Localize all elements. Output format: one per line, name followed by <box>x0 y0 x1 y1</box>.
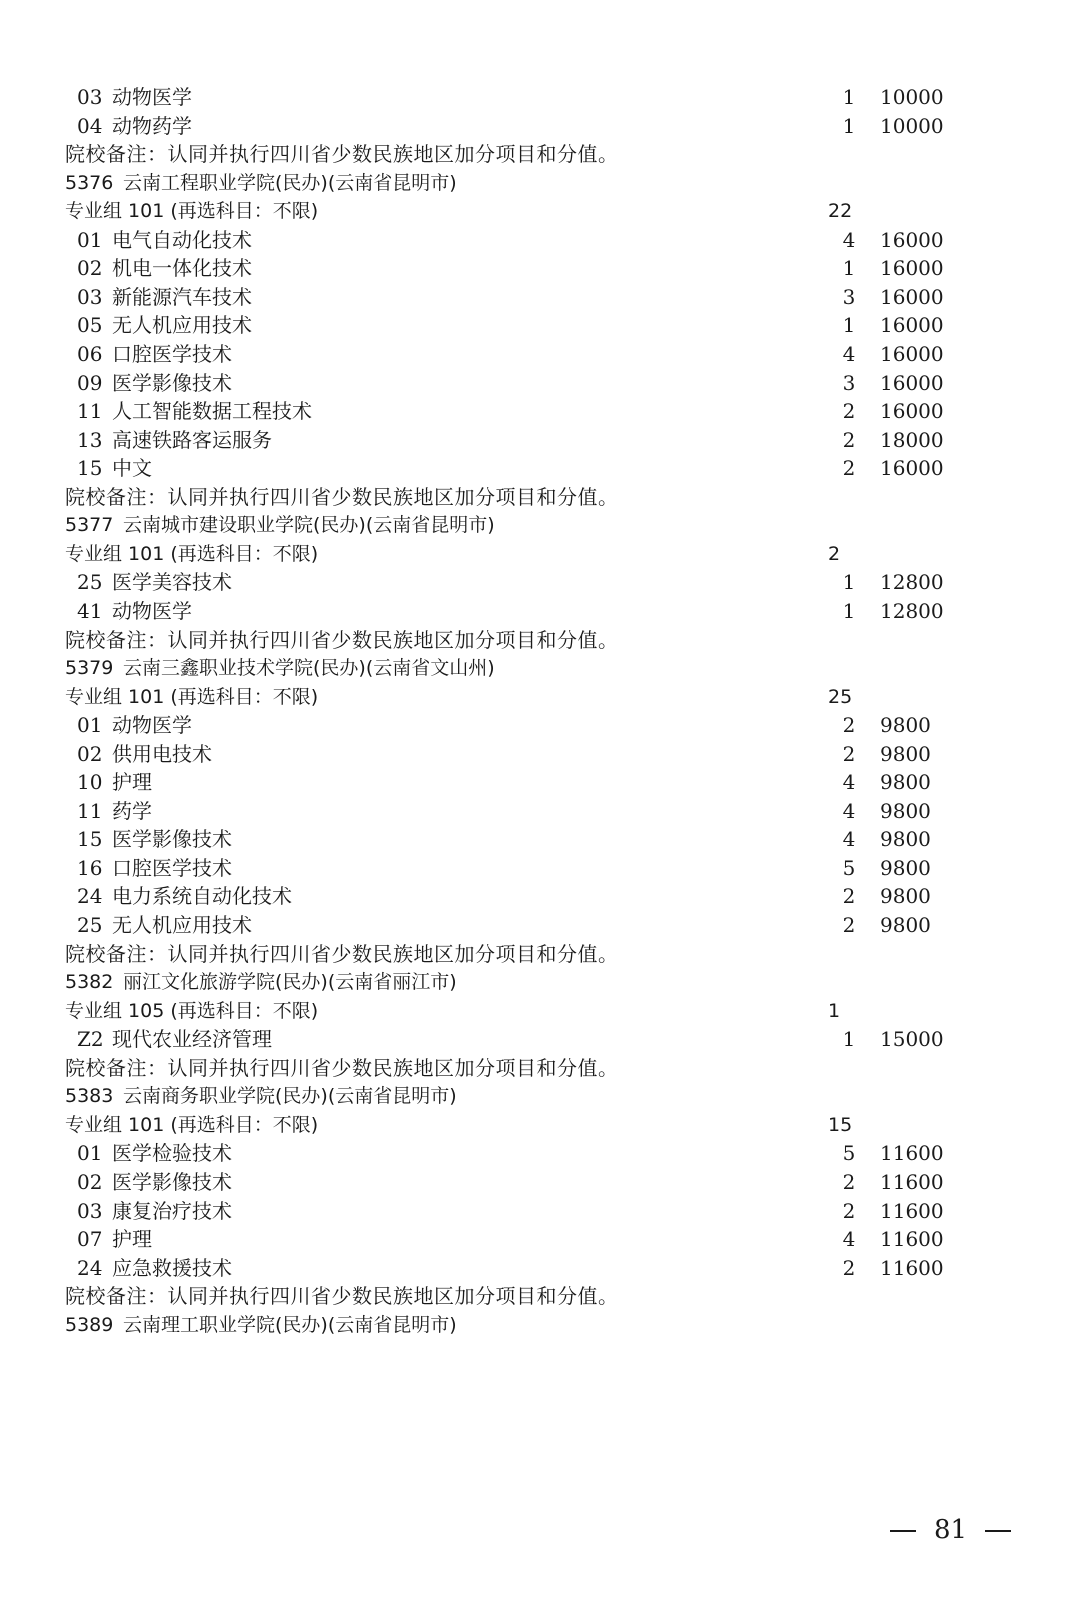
major-fee: 12800 <box>880 570 944 595</box>
major-code: 41 <box>77 598 103 623</box>
major-fee: 11600 <box>880 1255 944 1280</box>
major-count: 5 <box>842 1141 856 1166</box>
school-remark <box>0 1281 1080 1311</box>
major-fee: 11600 <box>880 1169 944 1194</box>
group-label: 专业组 101 (再选科目：不限) <box>65 200 319 223</box>
major-row <box>0 910 1080 940</box>
major-count: 2 <box>842 399 856 424</box>
major-row <box>0 253 1080 283</box>
major-code: 03 <box>77 85 103 109</box>
major-fee: 16000 <box>880 227 944 252</box>
major-count: 2 <box>842 1255 856 1280</box>
school-name: 云南三鑫职业技术学院(民办)(云南省文山州) <box>123 657 495 679</box>
major-count: 2 <box>842 1198 856 1223</box>
major-row <box>0 710 1080 740</box>
major-name: 口腔医学技术 <box>112 341 232 366</box>
major-fee: 11600 <box>880 1198 944 1223</box>
major-code: 15 <box>77 456 103 481</box>
major-name: 动物医学 <box>112 713 192 738</box>
group-total: 25 <box>828 685 853 708</box>
major-name: 动物药学 <box>112 113 192 138</box>
major-fee: 16000 <box>880 341 944 366</box>
remark-text: 院校备注：认同并执行四川省少数民族地区加分项目和分值。 <box>65 142 619 167</box>
major-code: 16 <box>77 855 103 880</box>
major-fee: 9800 <box>880 770 931 795</box>
major-name: 医学影像技术 <box>112 1169 232 1194</box>
major-fee: 16000 <box>880 284 944 309</box>
school-header <box>0 967 1080 997</box>
major-code: 02 <box>77 256 103 281</box>
major-code: 02 <box>77 1169 103 1194</box>
major-row <box>0 1024 1080 1054</box>
major-name: 动物医学 <box>112 598 192 623</box>
group-row <box>0 996 1080 1026</box>
major-fee: 16000 <box>880 313 944 338</box>
school-remark <box>0 625 1080 655</box>
major-count: 1 <box>842 85 856 109</box>
major-code: 01 <box>77 227 103 252</box>
major-fee: 11600 <box>880 1227 944 1251</box>
major-code: 15 <box>77 827 103 852</box>
remark-text: 院校备注：认同并执行四川省少数民族地区加分项目和分值。 <box>65 941 619 966</box>
major-count: 2 <box>842 741 856 766</box>
major-row <box>0 282 1080 312</box>
major-name: 无人机应用技术 <box>112 313 252 338</box>
major-count: 5 <box>842 855 856 880</box>
group-row <box>0 196 1080 226</box>
major-row <box>0 396 1080 426</box>
major-count: 2 <box>842 456 856 481</box>
major-name: 现代农业经济管理 <box>112 1027 272 1052</box>
major-row <box>0 1224 1080 1254</box>
major-fee: 9800 <box>880 884 931 909</box>
major-code: 09 <box>77 370 103 395</box>
page-number: 81 <box>934 1515 968 1545</box>
remark-text: 院校备注：认同并执行四川省少数民族地区加分项目和分值。 <box>65 627 619 652</box>
major-code: 07 <box>77 1227 103 1251</box>
major-code: 01 <box>77 1141 103 1166</box>
major-name: 新能源汽车技术 <box>112 284 252 309</box>
group-total: 15 <box>828 1113 853 1136</box>
major-name: 护理 <box>112 1227 152 1251</box>
major-code: 05 <box>77 313 103 338</box>
major-code: 11 <box>77 399 103 424</box>
major-name: 动物医学 <box>112 85 192 109</box>
major-name: 医学影像技术 <box>112 370 232 395</box>
major-code: 10 <box>77 770 103 795</box>
major-row <box>0 881 1080 911</box>
school-code: 5379 <box>65 657 114 679</box>
major-count: 2 <box>842 427 856 452</box>
school-header <box>0 510 1080 540</box>
school-header <box>0 1081 1080 1111</box>
major-code: Z2 <box>77 1027 104 1052</box>
school-code: 5376 <box>65 171 114 194</box>
major-count: 3 <box>842 284 856 309</box>
major-fee: 16000 <box>880 256 944 281</box>
major-row <box>0 567 1080 597</box>
major-name: 护理 <box>112 770 152 795</box>
school-name: 云南城市建设职业学院(民办)(云南省昆明市) <box>123 514 495 537</box>
major-row <box>0 310 1080 340</box>
major-row <box>0 1253 1080 1283</box>
major-row <box>0 824 1080 854</box>
major-count: 1 <box>842 1027 856 1052</box>
major-code: 01 <box>77 713 103 738</box>
major-name: 康复治疗技术 <box>112 1198 232 1223</box>
major-fee: 9800 <box>880 913 931 937</box>
major-row <box>0 739 1080 769</box>
major-name: 电气自动化技术 <box>112 227 252 252</box>
school-name: 云南理工职业学院(民办)(云南省昆明市) <box>123 1313 457 1336</box>
major-name: 医学检验技术 <box>112 1141 232 1166</box>
major-name: 口腔医学技术 <box>112 855 232 880</box>
major-code: 03 <box>77 1198 103 1223</box>
major-code: 25 <box>77 570 103 595</box>
major-row <box>0 82 1080 112</box>
school-name: 云南商务职业学院(民办)(云南省昆明市) <box>123 1085 457 1108</box>
group-row <box>0 1110 1080 1140</box>
major-row <box>0 1196 1080 1226</box>
major-fee: 10000 <box>880 85 944 109</box>
major-count: 2 <box>842 884 856 909</box>
major-count: 1 <box>842 313 856 338</box>
major-fee: 15000 <box>880 1027 944 1052</box>
major-code: 06 <box>77 341 103 366</box>
major-count: 2 <box>842 1169 856 1194</box>
group-label: 专业组 105 (再选科目：不限) <box>65 999 319 1022</box>
group-total: 1 <box>828 999 841 1022</box>
major-name: 人工智能数据工程技术 <box>112 399 312 424</box>
school-code: 5382 <box>65 971 114 994</box>
group-total: 2 <box>828 542 841 565</box>
major-name: 医学美容技术 <box>112 570 232 595</box>
major-code: 25 <box>77 913 103 937</box>
major-row <box>0 453 1080 483</box>
school-header <box>0 168 1080 198</box>
page-number-footer <box>890 1510 1011 1550</box>
major-count: 4 <box>842 770 856 795</box>
major-fee: 9800 <box>880 827 931 852</box>
group-label: 专业组 101 (再选科目：不限) <box>65 1113 319 1136</box>
major-count: 1 <box>842 256 856 281</box>
major-fee: 16000 <box>880 456 944 481</box>
major-row <box>0 1167 1080 1197</box>
major-code: 13 <box>77 427 103 452</box>
major-name: 无人机应用技术 <box>112 913 252 937</box>
major-row <box>0 767 1080 797</box>
footer-dash-left <box>890 1530 916 1532</box>
major-name: 医学影像技术 <box>112 827 232 852</box>
school-name: 丽江文化旅游学院(民办)(云南省丽江市) <box>123 971 457 994</box>
major-row <box>0 368 1080 398</box>
group-label: 专业组 101 (再选科目：不限) <box>65 542 319 565</box>
major-name: 中文 <box>112 456 152 481</box>
major-fee: 12800 <box>880 598 944 623</box>
major-code: 02 <box>77 741 103 766</box>
major-count: 1 <box>842 113 856 138</box>
group-label: 专业组 101 (再选科目：不限) <box>65 685 319 708</box>
major-row <box>0 339 1080 369</box>
remark-text: 院校备注：认同并执行四川省少数民族地区加分项目和分值。 <box>65 1055 619 1080</box>
group-total: 22 <box>828 200 853 223</box>
major-fee: 18000 <box>880 427 944 452</box>
major-code: 24 <box>77 884 103 909</box>
school-remark <box>0 139 1080 169</box>
major-name: 供用电技术 <box>112 741 212 766</box>
school-code: 5383 <box>65 1085 114 1108</box>
major-fee: 9800 <box>880 741 931 766</box>
major-row <box>0 796 1080 826</box>
major-fee: 16000 <box>880 399 944 424</box>
major-count: 2 <box>842 913 856 937</box>
major-fee: 9800 <box>880 713 931 738</box>
major-name: 应急救援技术 <box>112 1255 232 1280</box>
major-fee: 10000 <box>880 113 944 138</box>
school-code: 5377 <box>65 514 114 537</box>
major-count: 4 <box>842 1227 856 1251</box>
school-code: 5389 <box>65 1313 114 1336</box>
major-code: 03 <box>77 284 103 309</box>
school-remark <box>0 482 1080 512</box>
major-count: 4 <box>842 341 856 366</box>
major-count: 4 <box>842 827 856 852</box>
major-fee: 9800 <box>880 798 931 823</box>
remark-text: 院校备注：认同并执行四川省少数民族地区加分项目和分值。 <box>65 1284 619 1309</box>
major-fee: 11600 <box>880 1141 944 1166</box>
major-row <box>0 853 1080 883</box>
major-code: 24 <box>77 1255 103 1280</box>
major-fee: 16000 <box>880 370 944 395</box>
major-row <box>0 1138 1080 1168</box>
school-remark <box>0 939 1080 969</box>
major-name: 药学 <box>112 798 152 823</box>
group-row <box>0 539 1080 569</box>
major-row <box>0 225 1080 255</box>
major-count: 1 <box>842 598 856 623</box>
major-row <box>0 596 1080 626</box>
major-name: 电力系统自动化技术 <box>112 884 292 909</box>
major-count: 1 <box>842 570 856 595</box>
remark-text: 院校备注：认同并执行四川省少数民族地区加分项目和分值。 <box>65 484 619 509</box>
major-name: 机电一体化技术 <box>112 256 252 281</box>
major-count: 4 <box>842 227 856 252</box>
major-row <box>0 111 1080 141</box>
footer-dash-right <box>985 1530 1011 1532</box>
school-header <box>0 1310 1080 1340</box>
major-fee: 9800 <box>880 855 931 880</box>
major-code: 11 <box>77 798 103 823</box>
major-name: 高速铁路客运服务 <box>112 427 272 452</box>
group-row <box>0 682 1080 712</box>
major-count: 3 <box>842 370 856 395</box>
school-remark <box>0 1053 1080 1083</box>
major-count: 2 <box>842 713 856 738</box>
school-header <box>0 653 1080 683</box>
major-row <box>0 425 1080 455</box>
school-name: 云南工程职业学院(民办)(云南省昆明市) <box>123 171 457 194</box>
major-code: 04 <box>77 113 103 138</box>
major-count: 4 <box>842 798 856 823</box>
